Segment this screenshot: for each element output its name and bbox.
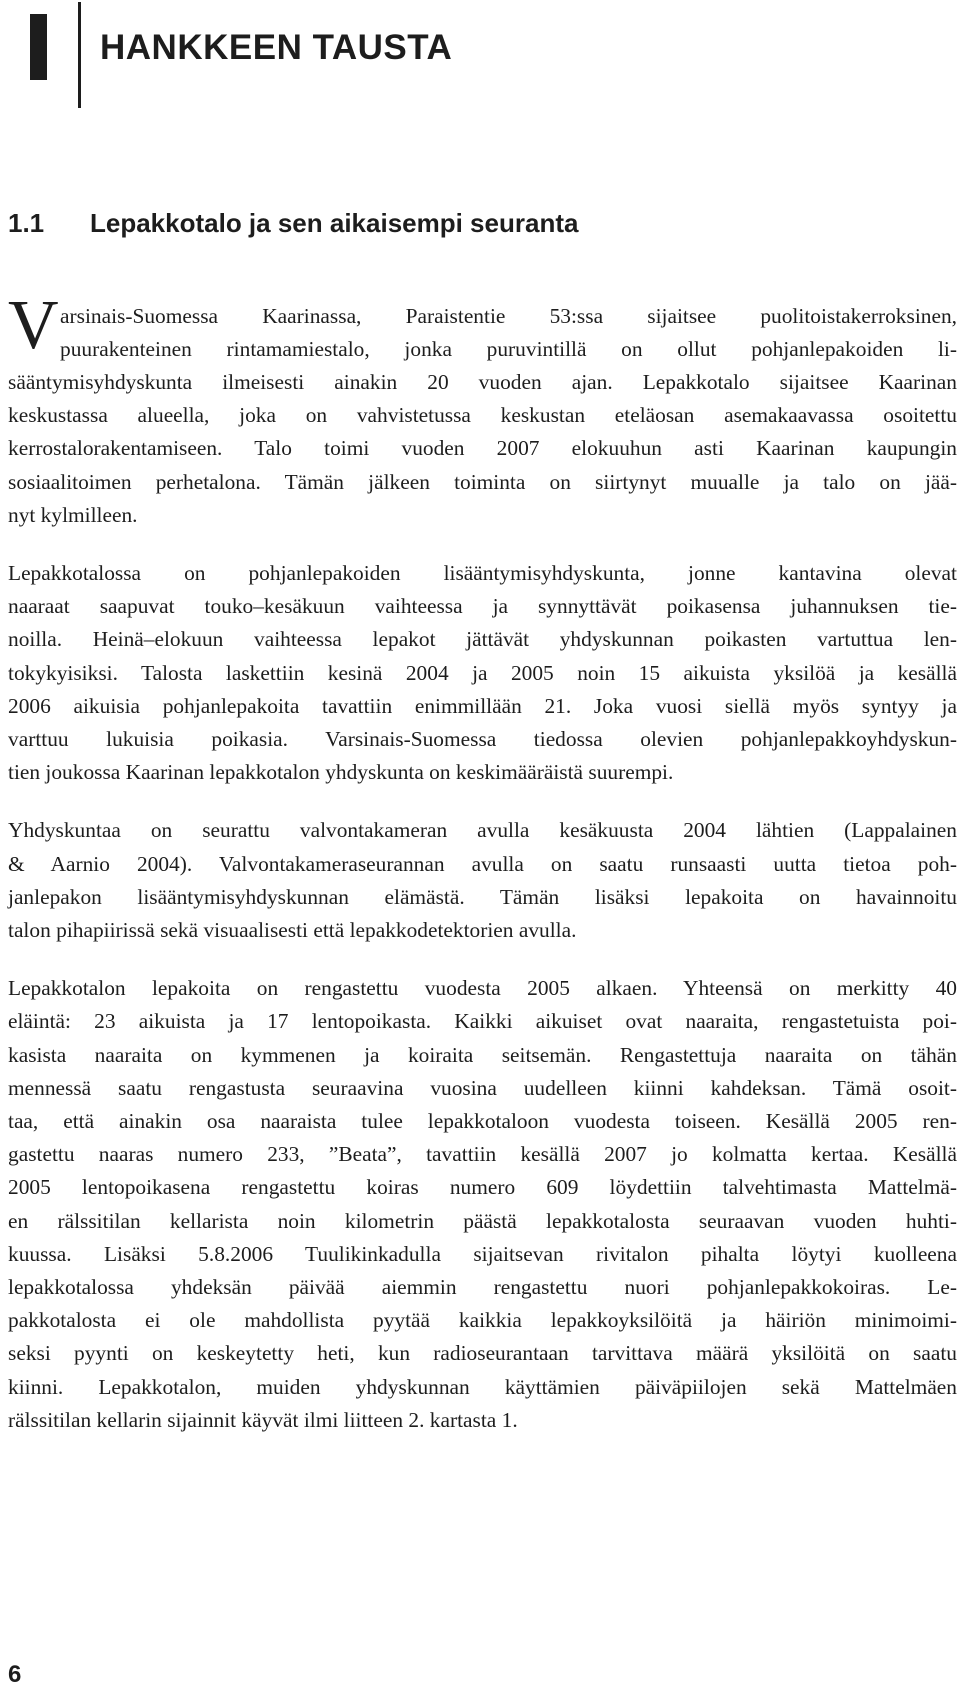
text-line: kasista naaraita on kymmenen ja koiraita seitsemän. Rengastettuja naaraita on tähän [8, 1042, 957, 1067]
text-line: rälssitilan kellarin sijainnit käyvät ilmi liitteen 2. kartasta 1. [8, 1407, 518, 1432]
text-line: naaraat saapuvat touko–kesäkuun vaihteessa ja synnyttävät poikasensa juhannuksen tie- [8, 594, 957, 619]
section-heading [8, 206, 578, 240]
text-line: varttuu lukuisia poikasia. Varsinais-Suomessa tiedossa olevien pohjanlepakkoyhdyskun- [8, 727, 957, 752]
text-line: gastettu naaras numero 233, ”Beata”, tavattiin kesällä 2007 jo kolmatta kertaa. Kesällä [8, 1142, 957, 1167]
paragraph-4 [8, 972, 957, 1437]
text-line: talon pihapiirissä sekä visuaalisesti että lepakkodetektorien avulla. [8, 918, 577, 943]
text-line: arsinais-Suomessa Kaarinassa, Paraistentie 53:ssa sijaitsee puolitoistakerroksinen, [60, 304, 957, 328]
section-number: 1.1 [8, 208, 45, 238]
body-text-main [8, 366, 957, 1462]
paragraph-2 [8, 557, 957, 789]
text-line: lepakkotalossa yhdeksän päivää aiemmin rengastettu nuori pohjanlepakkokoiras. Le- [8, 1275, 957, 1300]
text-line: Lepakkotalon lepakoita on rengastettu vuodesta 2005 alkaen. Yhteensä on merkitty 40 [8, 976, 957, 1001]
text-line: keskustassa alueella, joka on vahvistetussa keskustan eteläosan asemakaavassa osoitettu [8, 403, 957, 428]
text-line: noilla. Heinä–elokuun vaihteessa lepakot jättävät yhdyskunnan poikasten vartuttua len- [8, 627, 957, 652]
text-line: eläintä: 23 aikuista ja 17 lentopoikasta. Kaikki aikuiset ovat naaraita, rengastetuista poi- [8, 1009, 957, 1034]
text-line: seksi pyynti on keskeytetty heti, kun radioseurantaan tarvittava määrä yksilöitä on saatu [8, 1341, 957, 1366]
text-line: sääntymisyhdyskunta ilmeisesti ainakin 20 vuoden ajan. Lepakkotalo sijaitsee Kaarinan [8, 370, 957, 394]
text-line: Yhdyskuntaa on seurattu valvontakameran avulla kesäkuusta 2004 lähtien (Lappalainen [8, 818, 957, 843]
text-line: tien joukossa Kaarinan lepakkotalon yhdyskunta on keskimääräistä suurempi. [8, 760, 674, 785]
page-number: 6 [8, 1661, 22, 1688]
text-line: tokykyisiksi. Talosta laskettiin kesinä 2004 ja 2005 noin 15 aikuista yksilöä ja kesällä [8, 660, 957, 685]
text-line: kerrostalorakentamiseen. Talo toimi vuoden 2007 elokuuhun asti Kaarinan kaupungin [8, 436, 957, 461]
chapter-numeral [30, 14, 47, 80]
text-line: taa, että ainakin osa naaraista tulee lepakkotaloon vuodesta toiseen. Kesällä 2005 ren- [8, 1109, 957, 1134]
paragraph-1-rest [8, 366, 957, 532]
text-line: Lepakkotalossa on pohjanlepakoiden lisääntymisyhdyskunta, jonne kantavina olevat [8, 561, 957, 586]
chapter-title: HANKKEEN TAUSTA [100, 28, 453, 67]
text-line: mennessä saatu rengastusta seuraavina vuosina uudelleen kiinni kahdeksan. Tämä osoit- [8, 1075, 957, 1100]
chapter-divider [78, 2, 81, 108]
text-line: kuussa. Lisäksi 5.8.2006 Tuulikinkadulla sijaitsevan rivitalon pihalta löytyi kuolleena [8, 1241, 957, 1266]
text-line: en rälssitilan kellarista noin kilometrin päästä lepakkotalosta seuraavan vuoden huhti- [8, 1208, 957, 1233]
paragraph-3 [8, 814, 957, 947]
text-line: & Aarnio 2004). Valvontakameraseurannan avulla on saatu runsaasti uutta tietoa poh- [8, 851, 957, 876]
text-line: pakkotalosta ei ole mahdollista pyytää kaikkia lepakkoyksilöitä ja häiriön minimoimi- [8, 1308, 957, 1333]
section-title: Lepakkotalo ja sen aikaisempi seuranta [90, 208, 579, 238]
text-line: 2005 lentopoikasena rengastettu koiras numero 609 löydettiin talvehtimasta Mattelmä- [8, 1175, 957, 1200]
text-line: sosiaalitoimen perhetalona. Tämän jälkeen toiminta on siirtynyt muualle ja talo on jää- [8, 469, 957, 494]
paragraph-1 [8, 300, 957, 366]
text-line: puurakenteinen rintamamiestalo, jonka puruvintillä on ollut pohjanlepakoiden li- [60, 337, 957, 362]
text-line: 2006 aikuisia pohjanlepakoita tavattiin enimmillään 21. Joka vuosi siellä myös syntyy ja [8, 693, 957, 718]
drop-cap: V [8, 287, 59, 364]
text-line: nyt kylmilleen. [8, 502, 138, 527]
text-line: kiinni. Lepakkotalon, muiden yhdyskunnan käyttämien päiväpiilojen sekä Mattelmäen [8, 1374, 957, 1399]
text-line: janlepakon lisääntymisyhdyskunnan elämästä. Tämän lisäksi lepakoita on havainnoitu [8, 884, 957, 909]
